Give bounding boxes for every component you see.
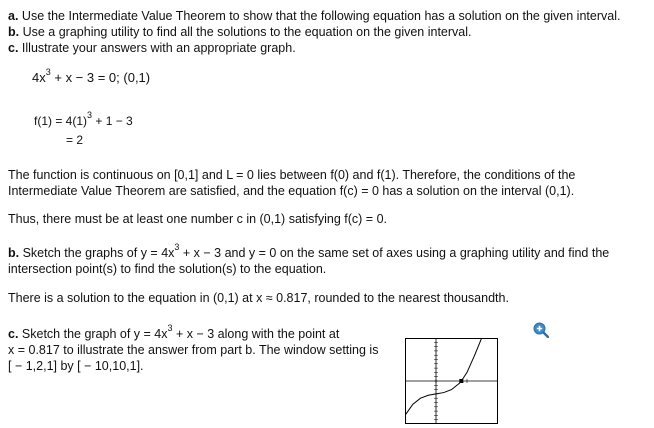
part-b-answer: There is a solution to the equation in (0,1) at x ≈ 0.817, rounded to the nearest thousandth.: [8, 291, 509, 305]
work-line-2: = 2: [66, 133, 84, 147]
part-b-question-label: b.: [8, 246, 20, 260]
zoom-in-icon[interactable]: [533, 322, 549, 338]
part-c-line-1: [8, 322, 378, 342]
part-c-line-3: [ − 1,2,1] by [ − 10,10,1].: [8, 359, 144, 373]
part-a-instruction: Use the Intermediate Value Theorem to show that the following equation has a solution on the given interval.: [21, 9, 621, 23]
part-c-label: c.: [8, 41, 19, 55]
part-a-label: a.: [8, 9, 19, 23]
part-b-exponent: 3: [174, 241, 180, 252]
part-c-line-2: x = 0.817 to illustrate the answer from part b. The window setting is: [8, 343, 379, 357]
part-b-question: [8, 241, 610, 277]
part-c-question: [8, 322, 379, 374]
part-b-instruction: Use a graphing utility to find all the solutions to the equation on the given interval.: [22, 25, 472, 39]
part-c-line-1-post: + x − 3 along with the point at: [172, 327, 340, 341]
part-b-label: b.: [8, 25, 20, 39]
part-a-explanation-line-1: The function is continuous on [0,1] and L = 0 lies between f(0) and f(1). Therefore, the conditions of the: [8, 168, 576, 182]
part-b-line-1-pre: Sketch the graphs of y = 4x: [19, 246, 175, 260]
work-line-1-exponent: 3: [87, 110, 93, 120]
part-c-instruction: Illustrate your answers with an appropriate graph.: [21, 41, 296, 55]
part-c-exponent: 3: [167, 322, 173, 333]
function-graph[interactable]: [405, 338, 498, 424]
work-line-1: [34, 110, 133, 128]
equation: [32, 66, 151, 85]
part-c-line-1-pre: Sketch the graph of y = 4x: [18, 327, 168, 341]
equation-rest: + x − 3 = 0; (0,1): [50, 70, 151, 85]
question-intro: [8, 9, 620, 23]
work-line-1-post: + 1 − 3: [92, 114, 133, 128]
part-b-line-2: intersection point(s) to find the solution(s) to the equation.: [8, 262, 327, 276]
work-line-1-pre: f(1) = 4(1): [34, 114, 88, 128]
part-a-conclusion: Thus, there must be at least one number c in (0,1) satisfying f(c) = 0.: [8, 212, 387, 226]
part-c-question-label: c.: [8, 327, 19, 341]
question-part-b: [8, 25, 472, 39]
equation-base: 4x: [32, 70, 46, 85]
part-a-explanation-line-2: Intermediate Value Theorem are satisfied, and the equation f(c) = 0 has a solution on the interval (0,1).: [8, 184, 575, 198]
part-b-line-1: [8, 241, 610, 261]
part-a-explanation: [8, 167, 575, 199]
question-part-c: [8, 41, 296, 55]
solution-point: [459, 379, 463, 383]
equation-exponent: 3: [45, 66, 51, 77]
part-b-line-1-post: + x − 3 and y = 0 on the same set of axes using a graphing utility and find the: [179, 246, 610, 260]
